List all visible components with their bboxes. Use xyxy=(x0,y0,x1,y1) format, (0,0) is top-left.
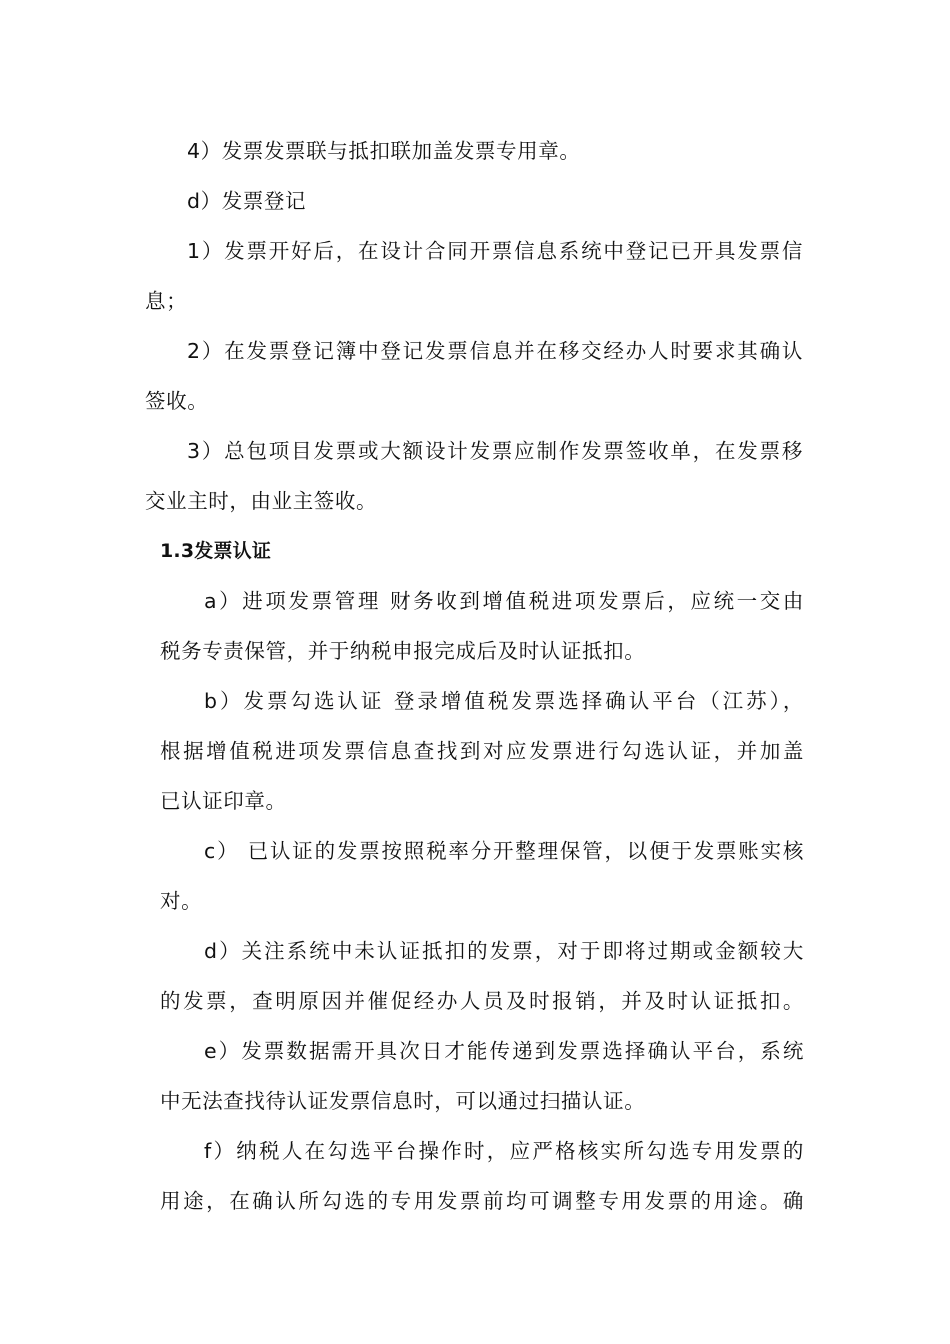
paragraph-line: 已认证印章。 xyxy=(160,789,287,813)
paragraph-line: 2）在发票登记簿中登记发票信息并在移交经办人时要求其确认 xyxy=(187,339,803,363)
section-heading: 1.3发票认证 xyxy=(160,540,272,562)
paragraph-line: d）关注系统中未认证抵扣的发票，对于即将过期或金额较大 xyxy=(204,939,804,963)
paragraph-line: 交业主时，由业主签收。 xyxy=(145,489,378,513)
paragraph-line: 1）发票开好后，在设计合同开票信息系统中登记已开具发票信 xyxy=(187,239,803,263)
paragraph-line: 3）总包项目发票或大额设计发票应制作发票签收单，在发票移 xyxy=(187,439,803,463)
paragraph-line: 签收。 xyxy=(145,389,209,413)
paragraph-line: 根据增值税进项发票信息查找到对应发票进行勾选认证，并加盖 xyxy=(160,739,804,763)
paragraph-line: a）进项发票管理 财务收到增值税进项发票后，应统一交由 xyxy=(204,589,804,613)
paragraph-line: 息； xyxy=(145,289,188,313)
paragraph-line: 4）发票发票联与抵扣联加盖发票专用章。 xyxy=(187,139,581,163)
paragraph-line: f）纳税人在勾选平台操作时，应严格核实所勾选专用发票的 xyxy=(204,1139,804,1163)
paragraph-line: c） 已认证的发票按照税率分开整理保管，以便于发票账实核 xyxy=(204,839,804,863)
paragraph-line: 中无法查找待认证发票信息时，可以通过扫描认证。 xyxy=(160,1089,646,1113)
paragraph-line: b）发票勾选认证 登录增值税发票选择确认平台（江苏）， xyxy=(204,689,804,713)
paragraph-line: e）发票数据需开具次日才能传递到发票选择确认平台，系统 xyxy=(204,1039,804,1063)
paragraph-line: 用途，在确认所勾选的专用发票前均可调整专用发票的用途。确 xyxy=(160,1189,804,1213)
paragraph-line: 的发票，查明原因并催促经办人员及时报销，并及时认证抵扣。 xyxy=(160,989,804,1013)
paragraph-line: 对。 xyxy=(160,889,203,913)
paragraph-line: d）发票登记 xyxy=(187,189,307,213)
paragraph-line: 税务专责保管，并于纳税申报完成后及时认证抵扣。 xyxy=(160,639,646,663)
